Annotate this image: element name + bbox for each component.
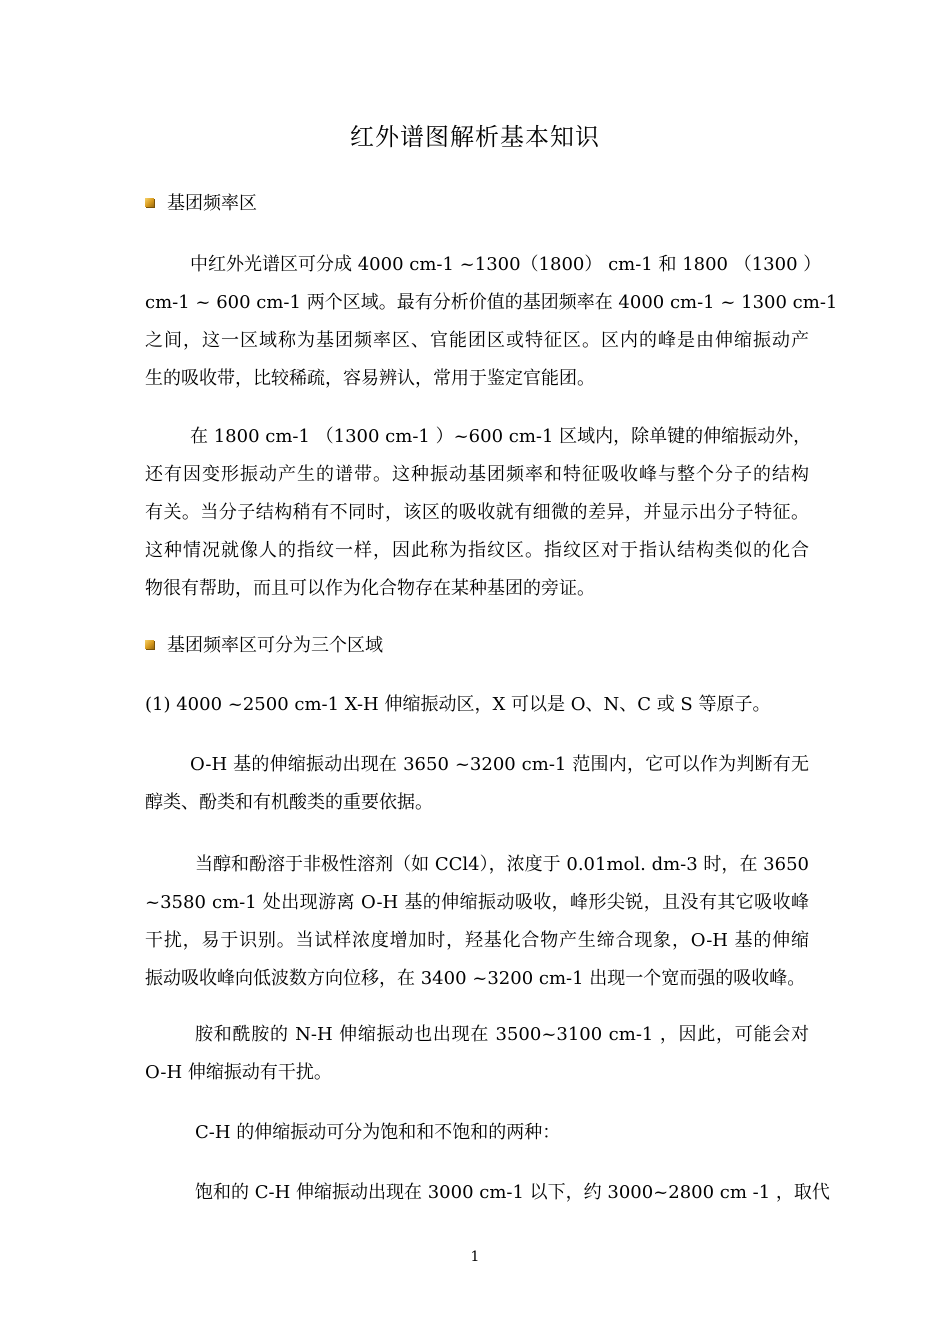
- paragraph-line: O-H 基的伸缩振动出现在 3650 ~3200 cm-1 范围内，它可以作为判断有无: [190, 754, 809, 775]
- paragraph-2: [145, 418, 812, 608]
- paragraph-line: 生的吸收带，比较稀疏，容易辨认，常用于鉴定官能团。: [145, 368, 595, 389]
- paragraph-line: O-H 伸缩振动有干扰。: [145, 1062, 332, 1083]
- paragraph-line: C-H 的伸缩振动可分为饱和和不饱和的两种：: [195, 1122, 561, 1143]
- paragraph-line: 有关。当分子结构稍有不同时，该区的吸收就有细微的差异，并显示出分子特征。: [145, 502, 809, 523]
- paragraph-7: [145, 1114, 809, 1152]
- paragraph-line: 干扰，易于识别。当试样浓度增加时，羟基化合物产生缔合现象，O-H 基的伸缩: [145, 930, 809, 951]
- paragraph-line: 这种情况就像人的指纹一样，因此称为指纹区。指纹区对于指认结构类似的化合: [145, 540, 809, 561]
- paragraph-line: (1) 4000 ~2500 cm-1 X-H 伸缩振动区，X 可以是 O、N、C 或 S 等原子。: [145, 694, 771, 715]
- paragraph-line: 醇类、酚类和有机酸类的重要依据。: [145, 792, 433, 813]
- paragraph-line: 之间，这一区域称为基团频率区、官能团区或特征区。区内的峰是由伸缩振动产: [145, 330, 809, 351]
- section-heading-2: [145, 634, 383, 658]
- square-bullet-icon: [145, 198, 154, 207]
- section-heading-text: 基团频率区: [167, 193, 257, 214]
- section-heading-1: [145, 192, 257, 216]
- paragraph-line: 物很有帮助，而且可以作为化合物存在某种基团的旁证。: [145, 578, 595, 599]
- paragraph-8: [145, 1174, 830, 1212]
- paragraph-4: [145, 746, 809, 822]
- paragraph-line: ~3580 cm-1 处出现游离 O-H 基的伸缩振动吸收，峰形尖锐，且没有其它吸收峰: [145, 892, 809, 913]
- paragraph-3: [145, 686, 809, 724]
- paragraph-5: [145, 846, 809, 998]
- square-bullet-icon: [145, 640, 154, 649]
- paragraph-line: 胺和酰胺的 N-H 伸缩振动也出现在 3500~3100 cm-1 ，因此，可能会对: [195, 1024, 809, 1045]
- paragraph-6: [145, 1016, 809, 1092]
- paragraph-line: cm-1 ~ 600 cm-1 两个区域。最有分析价值的基团频率在 4000 cm-1 ~ 1300 cm-1: [145, 292, 838, 313]
- paragraph-line: 还有因变形振动产生的谱带。这种振动基团频率和特征吸收峰与整个分子的结构: [145, 464, 809, 485]
- paragraph-line: 当醇和酚溶于非极性溶剂（如 CCl4），浓度于 0.01mol. dm-3 时，在 3650: [195, 854, 809, 875]
- paragraph-line: 振动吸收峰向低波数方向位移，在 3400 ~3200 cm-1 出现一个宽而强的吸收峰。: [145, 968, 806, 989]
- paragraph-line: 在 1800 cm-1 （1300 cm-1 ）~600 cm-1 区域内，除单键的伸缩振动外，: [190, 426, 812, 447]
- paragraph-line: 中红外光谱区可分成 4000 cm-1 ~1300（1800） cm-1 和 1800 （1300 ）: [190, 254, 822, 275]
- section-heading-text: 基团频率区可分为三个区域: [167, 635, 383, 656]
- paragraph-1: [145, 246, 838, 398]
- page-number: 1: [470, 1249, 480, 1265]
- paragraph-line: 饱和的 C-H 伸缩振动出现在 3000 cm-1 以下，约 3000~2800 cm -1 ，取代: [195, 1182, 830, 1203]
- document-title: 红外谱图解析基本知识: [350, 123, 600, 151]
